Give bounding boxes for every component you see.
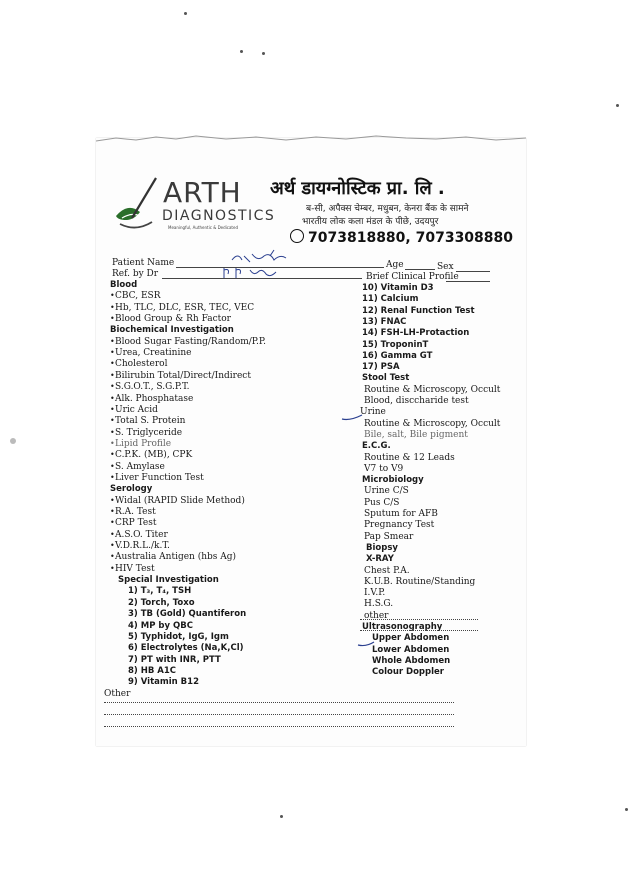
- test-item: 17) PSA: [362, 362, 400, 373]
- test-item: 6) Electrolytes (Na,K,Cl): [128, 643, 244, 654]
- section-heading: X-RAY: [366, 554, 394, 565]
- section-heading: Stool Test: [362, 373, 410, 384]
- patient-name-label: Patient Name: [112, 258, 175, 268]
- phone-icon: [290, 229, 304, 243]
- test-item: Routine & Microscopy, Occult: [364, 384, 501, 395]
- test-item: • CRP Test: [115, 518, 156, 529]
- test-item: Blood, disccharide test: [364, 396, 469, 406]
- test-item: 5) Typhidot, IgG, Igm: [128, 631, 229, 642]
- test-item: Pus C/S: [364, 497, 400, 508]
- test-item: • Blood Sugar Fasting/Random/P.P.: [115, 337, 266, 348]
- test-item: Urine: [360, 407, 386, 418]
- test-item: 7) PT with INR, PTT: [128, 654, 221, 665]
- test-item: • CBC, ESR: [115, 291, 160, 302]
- test-item: 3) TB (Gold) Quantiferon: [128, 609, 247, 620]
- test-item: 10) Vitamin D3: [362, 283, 434, 293]
- brief-clinical-field[interactable]: [446, 281, 490, 282]
- brand-tagline: Meaningful, Authentic & Dedicated: [168, 225, 239, 230]
- test-item: • Uric Acid: [115, 405, 158, 416]
- test-item: • S. Triglyceride: [115, 428, 182, 439]
- test-item: 9) Vitamin B12: [128, 677, 199, 688]
- section-heading: E.C.G.: [362, 441, 391, 452]
- section-heading: Colour Doppler: [372, 667, 444, 678]
- test-item: • Australia Antigen (hbs Ag): [115, 552, 236, 563]
- test-item: V7 to V9: [364, 463, 404, 474]
- hindi-address-line1: ब-सी, अपैक्स चेम्बर, मधुबन, केनरा बैंक के सामने: [306, 204, 469, 214]
- test-item: • A.S.O. Titer: [115, 530, 168, 541]
- section-heading: Upper Abdomen: [372, 633, 450, 644]
- test-item: • C.P.K. (MB), CPK: [115, 450, 192, 461]
- section-heading: Biochemical Investigation: [110, 325, 234, 336]
- other-line[interactable]: [360, 630, 478, 631]
- test-item: • Liver Function Test: [115, 473, 204, 484]
- handwritten-patient-name: [230, 250, 300, 266]
- scan-speck: [184, 12, 187, 15]
- brand-name: ARTH: [163, 176, 242, 209]
- test-item: • Total S. Protein: [115, 416, 185, 427]
- test-item: Other: [104, 688, 131, 699]
- test-item: • Hb, TLC, DLC, ESR, TEC, VEC: [115, 303, 254, 314]
- test-item: Pap Smear: [364, 531, 414, 542]
- test-item: • S.G.O.T., S.G.P.T.: [115, 382, 189, 393]
- scan-speck: [616, 104, 619, 107]
- test-item: • Cholesterol: [115, 359, 167, 370]
- section-heading: Blood: [110, 280, 138, 290]
- phone-text: 7073818880, 7073308880: [308, 230, 514, 246]
- hindi-address-line2: भारतीय लोक कला मंडल के पीछे, उदयपुर: [302, 217, 439, 227]
- test-item: • Urea, Creatinine: [115, 348, 191, 359]
- test-item: 4) MP by QBC: [128, 620, 193, 631]
- test-item: • Lipid Profile: [115, 439, 171, 450]
- section-heading: Lower Abdomen: [372, 644, 450, 655]
- test-item: H.S.G.: [364, 599, 394, 610]
- test-item: Chest P.A.: [364, 565, 410, 576]
- section-heading: Microbiology: [362, 475, 424, 486]
- test-item: 8) HB A1C: [128, 665, 177, 676]
- sex-field[interactable]: [456, 271, 490, 272]
- handwritten-doctor-name: [222, 266, 282, 280]
- section-heading: Ultrasonography: [362, 622, 443, 632]
- test-item: 14) FSH-LH-Protaction: [362, 328, 470, 339]
- section-heading: Whole Abdomen: [372, 655, 451, 666]
- test-item: 2) Torch, Toxo: [128, 597, 195, 608]
- torn-edge: [96, 133, 526, 143]
- phone-numbers: [290, 229, 513, 246]
- test-item: • Widal (RAPID Slide Method): [115, 496, 245, 507]
- test-item: 11) Calcium: [362, 294, 419, 305]
- section-heading: Special Investigation: [118, 575, 219, 586]
- test-item: Pregnancy Test: [364, 520, 435, 531]
- scan-speck: [262, 52, 265, 55]
- test-item: Urine C/S: [364, 486, 409, 497]
- other-line[interactable]: [104, 702, 454, 703]
- other-line[interactable]: [360, 619, 478, 620]
- test-item: • V.D.R.L./k.T.: [115, 541, 170, 552]
- test-item: Routine & 12 Leads: [364, 452, 455, 463]
- test-item: • R.A. Test: [115, 507, 156, 518]
- test-item: K.U.B. Routine/Standing: [364, 576, 476, 587]
- scan-speck: [10, 438, 16, 444]
- test-item: 1) T₃, T₄, TSH: [128, 586, 192, 597]
- hindi-company-name: अर्थ डायग्नोस्टिक प्रा. लि .: [270, 178, 445, 199]
- test-item: Sputum for AFB: [364, 509, 438, 519]
- test-item: Routine & Microscopy, Occult: [364, 418, 501, 429]
- scan-speck: [625, 808, 628, 811]
- scan-speck: [240, 50, 243, 53]
- brand-subtitle: DIAGNOSTICS: [162, 208, 276, 224]
- sex-label: Sex: [437, 262, 454, 272]
- section-heading: Serology: [110, 484, 153, 495]
- test-item: other: [364, 610, 389, 621]
- ref-by-label: Ref. by Dr: [112, 269, 159, 279]
- test-item: 16) Gamma GT: [362, 350, 433, 361]
- age-label: Age: [386, 260, 404, 270]
- test-item: 15) TroponinT: [362, 339, 429, 350]
- other-line[interactable]: [104, 726, 454, 727]
- section-heading: Biopsy: [366, 542, 398, 553]
- test-item: 13) FNAC: [362, 316, 407, 327]
- test-item: • Bilirubin Total/Direct/Indirect: [115, 371, 251, 382]
- test-item: Bile, salt, Bile pigment: [364, 429, 468, 440]
- test-item: • Alk. Phosphatase: [115, 394, 193, 405]
- age-field[interactable]: [405, 269, 435, 270]
- test-item: • S. Amylase: [115, 462, 165, 473]
- brief-clinical-label: Brief Clinical Profile: [366, 272, 459, 282]
- test-item: I.V.P.: [364, 588, 386, 599]
- test-item: • HIV Test: [115, 564, 155, 575]
- other-line[interactable]: [104, 714, 454, 715]
- scan-speck: [280, 815, 283, 818]
- test-item: • Blood Group & Rh Factor: [115, 314, 231, 325]
- test-item: 12) Renal Function Test: [362, 305, 475, 316]
